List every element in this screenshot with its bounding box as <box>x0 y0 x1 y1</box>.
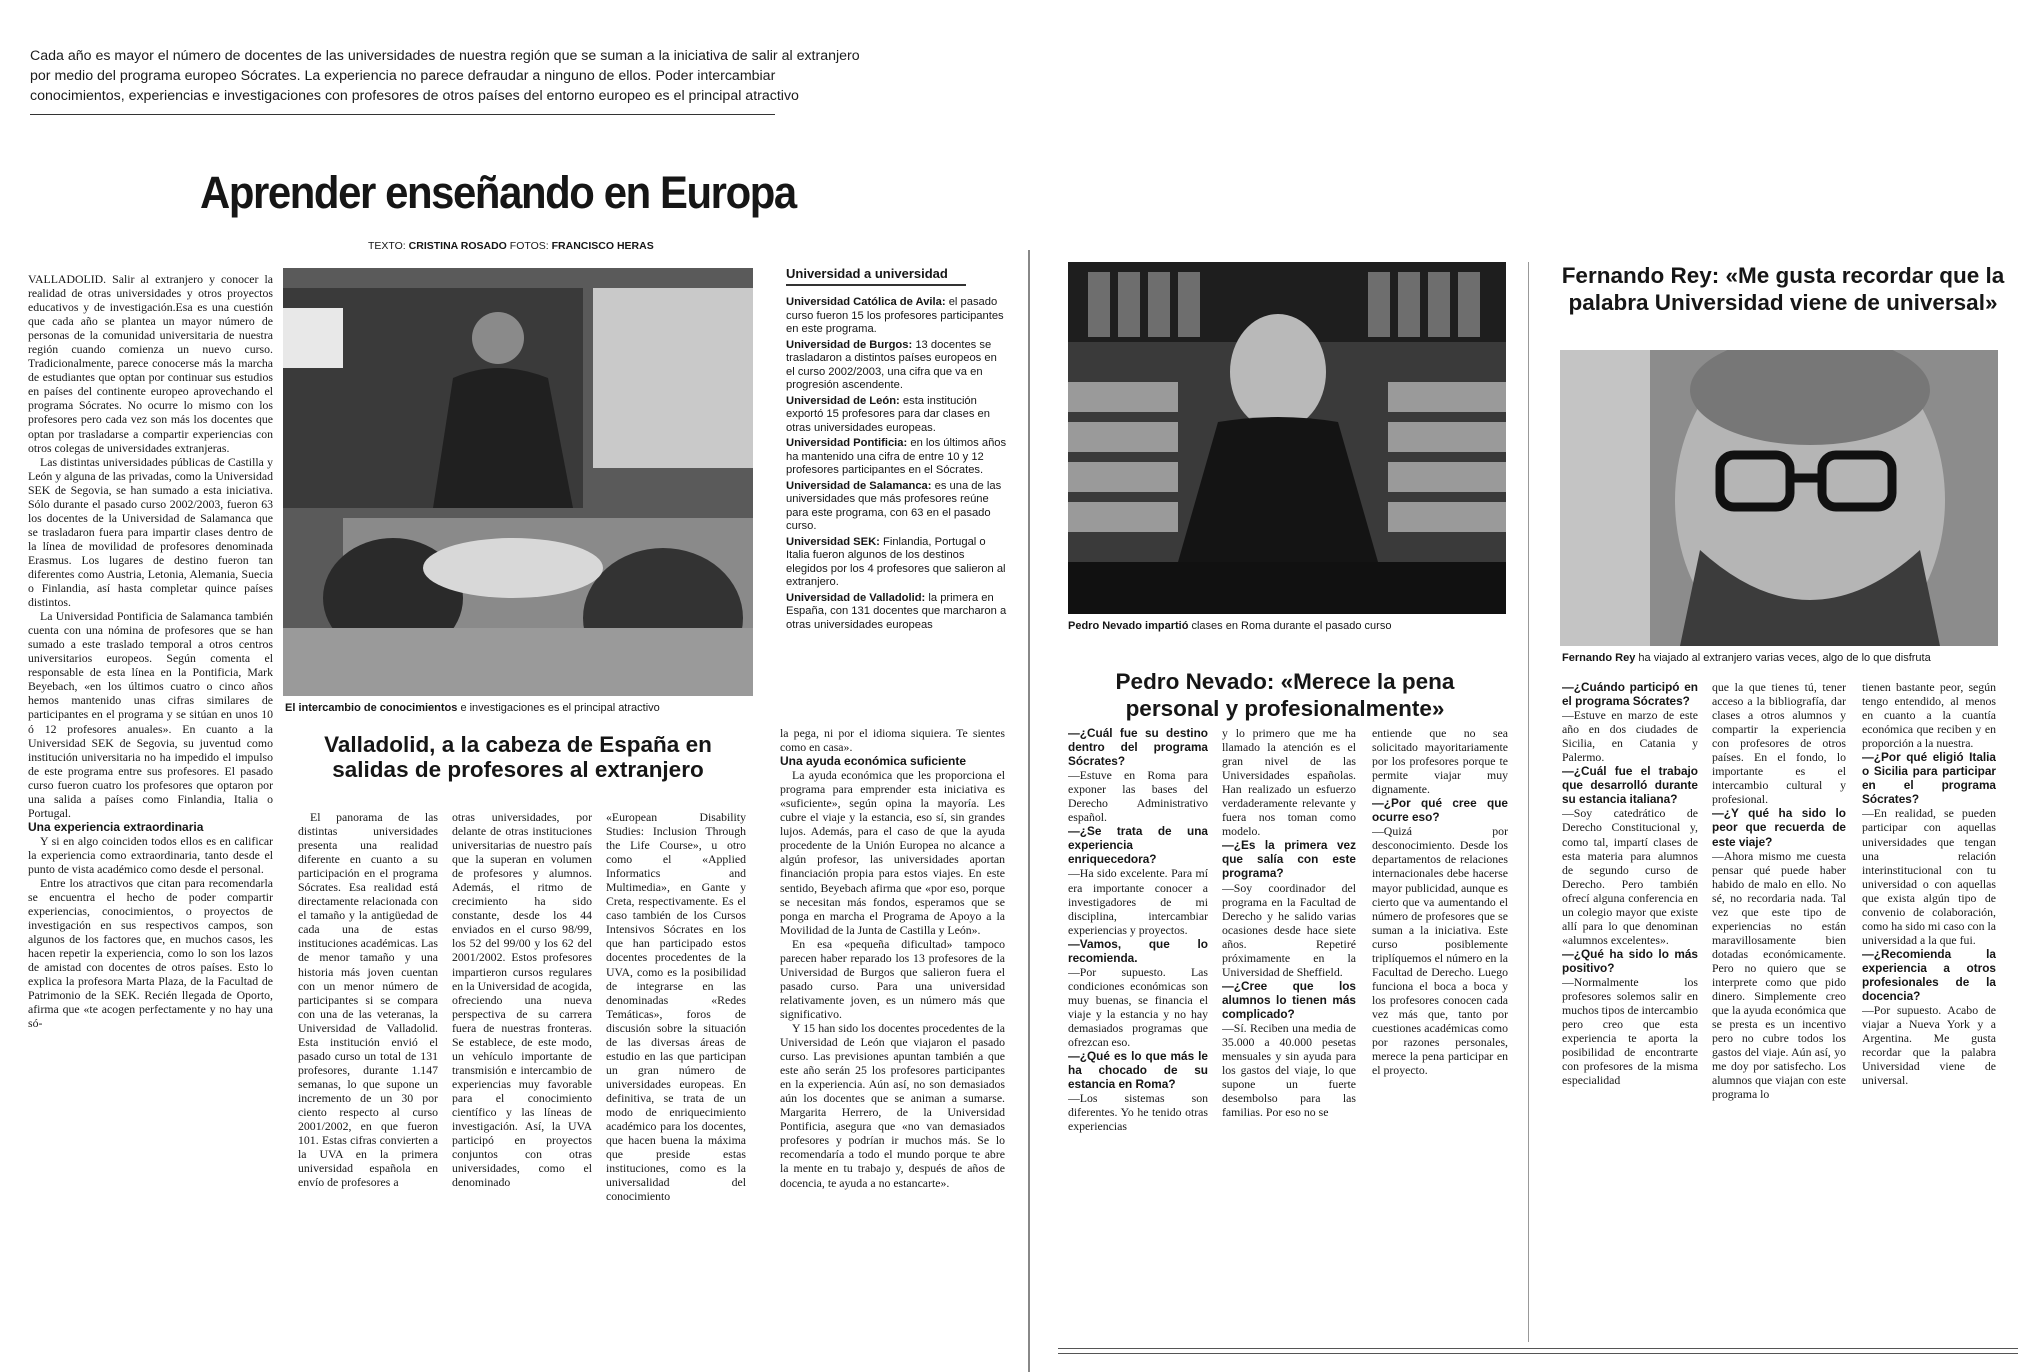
caption-bold: Pedro Nevado impartió <box>1068 620 1189 632</box>
interview-answer: —Estuve en Roma para exponer las bases del Derecho Administrativo español. <box>1068 768 1208 825</box>
sidebar-item-text: Finlandia, Portugal o Italia fueron algunos de los destinos elegidos por los 4 profesores que salieron al extranjero. <box>786 535 1006 588</box>
interview-question: —¿Cuándo participó en el programa Sócrates? <box>1562 680 1698 709</box>
valladolid-paragraph: «European Disability Studies: Inclusion Through the Life Course», u otro como el «Applied Informatics and Multimedia», en Gante y Creta, respectivamente. Es el caso también de los Cursos Intensivos Sócrates en los que han participado estos docentes procedentes de la UVA, como es la posibilidad de integrarse en las denominadas «Redes Temáticas», foros de discusión sobre la situación de las diversas áreas de estudio en las que participan un gran número de universidades europeas. En definitiva, se trata de un modo de enriquecimiento académico para los docentes, que hacen buena la máxima que preside estas instituciones, como es la universalidad del conocimiento <box>606 810 746 1204</box>
sidebar-item-name: Universidad Pontificia: <box>786 437 908 449</box>
byline-text-label: TEXTO: <box>368 240 406 252</box>
interview-answer: —Soy coordinador del programa en la Facultad de Derecho y he salido varias ocasiones desde hace siete años. Repetiré próximamente en la Universidad de Sheffield. <box>1222 880 1356 979</box>
nevado-column-3 <box>1372 726 1508 1348</box>
sidebar-item <box>786 395 1008 436</box>
interview-item <box>1562 947 1698 1087</box>
interview-item <box>1068 1049 1208 1133</box>
sidebar-item-name: Universidad de Salamanca: <box>786 479 932 492</box>
valladolid-paragraph: otras universidades, por delante de otras instituciones universitarias de nuestro país que la superan en volumen de profesores y alumnos. Además, el ritmo de crecimiento ha sido constante, desde los 44 enviados en el curso 98/99, los 52 del 99/00 y los 62 del 2001/2002. Estos profesores impartieron cursos regulares en la Universidad de acogida, ofreciendo una nueva perspectiva de su carrera fuera de nuestras fronteras. Se establece, de este modo, un vehículo importante de transmisión e intercambio de experiencias muy favorable para el conocimiento científico y las líneas de investigación. Así, la UVA participó en proyectos conjuntos con otras universidades, como el denominado <box>452 810 592 1190</box>
interview-item <box>1068 824 1208 936</box>
sidebar-item-name: Universidad Católica de Avila: <box>786 296 946 308</box>
byline-photo-author: FRANCISCO HERAS <box>551 240 654 252</box>
interview-item <box>1712 806 1846 1101</box>
lead-line-3: conocimientos, experiencias e investigaciones con profesores de otros países del entorno europeo es el principal atractivo <box>30 88 799 104</box>
valladolid-paragraph: En esa «pequeña dificultad» tampoco parecen haber reparado los 13 profesores de la Universidad de Burgos que salieron fuera el pasado curso. Para una universidad relativamente joven, es un número más que significativo. <box>780 936 1005 1021</box>
lead-paragraph <box>30 46 860 106</box>
sidebar-item-name: Universidad SEK: <box>786 535 880 548</box>
main-paragraph: VALLADOLID. Salir al extranjero y conocer la realidad de otras universidades y otros proyectos educativos y de investigación.Esa es una cuestión que cada año se plantea un mayor número de personas de la comunidad universitaria de nuestra región cuando comienza un nuevo curso. Tradicionalmente, parece conocerse más la marcha de estudiantes que optan por continuar sus estudios en países del continente europeo aprovechando el programa Sócrates. No ocurre lo mismo con los profesores pero cada vez son más los docentes que optan por trasladarse a compartir experiencias con otros colegas de universidades extranjeras. <box>28 272 273 455</box>
interview-item <box>1562 680 1698 764</box>
interview-question: —¿Qué es lo que más le ha chocado de su estancia en Roma? <box>1068 1049 1208 1092</box>
sidebar-item-text: el pasado curso fueron 15 los profesores participantes en este programa. <box>786 296 1004 335</box>
interview-item <box>1862 680 1996 750</box>
interview-answer: entiende que no sea solicitado mayoritariamente por los profesores porque te permite viajar muy dignamente. <box>1372 726 1508 797</box>
interview-answer: —Ha sido excelente. Para mí era importante conocer a investigadores de mi disciplina, intercambiar experiencias y proyectos. <box>1068 866 1208 937</box>
interview-answer: —Los sistemas son diferentes. Yo he tenido otras experiencias <box>1068 1091 1208 1134</box>
main-subheading: Una experiencia extraordinaria <box>28 819 204 834</box>
interview-question: —¿Por qué cree que ocurre eso? <box>1372 796 1508 825</box>
interview-item <box>1372 796 1508 1077</box>
interview-item <box>1068 937 1208 1049</box>
nevado-illustration <box>1068 262 1506 614</box>
sidebar-item-text: en los últimos años ha mantenido una cifra de entre 10 y 12 profesores participantes en el Sócrates. <box>786 437 1007 476</box>
interview-answer: tienen bastante peor, según tengo entendido, al menos en cuanto a la cuantía económica que reciben y en proporción a la nuestra. <box>1862 680 1996 751</box>
interview-answer: que la que tienes tú, tener acceso a la bibliografía, dar clases a otros alumnos y compartir la experiencia con profesores de otros países. En el fondo, lo importante es el intercambio cultural y profesional. <box>1712 680 1846 807</box>
main-paragraph: La Universidad Pontificia de Salamanca también cuenta con una nómina de profesores que se han sumado a este traslado temporal a otros centros universitarios europeos. Según comenta el responsable de esta línea en la Pontificia, Mark Beyebach, «en los últimos cuatro o cinco años hemos mantenido unas cifras similares de participantes en el programa y se sitúan en unos 10 ó 12 profesores anuales». En cuanto a la Universidad SEK de Segovia, su juventud como institución universitaria no ha impedido el impulso de este programa entre sus profesores. El pasado curso fueron cuatro los profesores que optaron por una salida a países como Finlandia, Italia o Portugal. <box>28 609 273 820</box>
sidebar-item <box>786 536 1008 590</box>
interview-item <box>1712 680 1846 806</box>
interview-question: —¿Recomienda la experiencia a otros profesionales de la docencia? <box>1862 946 1996 1004</box>
interview-item <box>1862 750 1996 947</box>
lead-line-1: Cada año es mayor el número de docentes de las universidades de nuestra región que se suman a la iniciativa de salir al extranjero <box>30 48 860 64</box>
classroom-illustration <box>283 268 753 696</box>
nevado-column-2 <box>1222 726 1356 1348</box>
byline-text-author: CRISTINA ROSADO <box>408 240 507 252</box>
interview-answer: —Quizá por desconocimiento. Desde los departamentos de relaciones internacionales debe hacerse mayor publicidad, aunque es cierto que va aumentando el número de profesores que se suman a la iniciativa. Este curso posiblemente triplíquemos el número en la Facultad de Derecho. Luego funciona el boca a boca y los profesores conocen cada vez más que, tanto por cuestiones académicas como por razones personales, merece la pena participar en el proyecto. <box>1372 824 1508 1078</box>
interview-item <box>1222 979 1356 1119</box>
interview-item <box>1068 726 1208 824</box>
sidebar-item-name: Universidad de Burgos: <box>786 338 913 351</box>
valladolid-paragraph: La ayuda económica que les proporciona el programa para emprender esta iniciativa es «suficiente», según opina la mayoría. Les cubre el viaje y la estancia, eso sí, sin grandes lujos. Además, para el caso de que la ayuda procedente de la Unión Europea no alcance a algún profesor, las universidades aportan financiación propia para estos viajes. En este sentido, Beyebach afirma que «por eso, porque se necesitan más fondos, esperamos que se ponga en marcha el Programa de Apoyo a la Movilidad de la Junta de Castilla y León». <box>780 768 1005 937</box>
byline-photo-label: FOTOS: <box>509 240 549 252</box>
rey-headline: Fernando Rey: «Me gusta recordar que la palabra Universidad viene de universal» <box>1561 263 2005 315</box>
rey-photo-caption <box>1562 652 1931 664</box>
sidebar-list <box>786 296 1008 632</box>
sidebar-item <box>786 296 1008 337</box>
interview-question: —¿Cuál fue el trabajo que desarrolló durante su estancia italiana? <box>1562 764 1698 807</box>
rey-photo <box>1560 350 1998 646</box>
classroom-photo-caption <box>285 702 660 714</box>
interview-answer: y lo primero que me ha llamado la atención es el gran nivel de las Universidades españolas. Han realizado un esfuerzo verdaderamente relevante y fuera nos toman como modelo. <box>1222 726 1356 839</box>
interview-answer: —Por supuesto. Acabo de viajar a Nueva York y a Argentina. Me gusta recordar que la palabra Universidad viene de universal. <box>1862 1003 1996 1088</box>
byline <box>368 240 654 252</box>
rey-column-3 <box>1862 680 1996 1348</box>
sidebar-title: Universidad a universidad <box>786 266 948 281</box>
valladolid-paragraph: El panorama de las distintas universidades presenta una realidad diferente en cuanto a su participación en el programa Sócrates. Esa realidad está directamente relacionada con el tamaño y la antigüedad de cada una de estas instituciones académicas. Las de menor tamaño y una historia más joven cuentan con un menor número de participantes si se compara con una de las veteranas, la Universidad de Valladolid. Esta institución envió el pasado curso un total de 131 profesores, durante 1.147 semanas, lo que supone un incremento de un 30 por ciento respecto al curso 2001/2002, en que fueron 101. Estas cifras convierten a la UVA en la primera universidad española en envío de profesores a <box>298 810 438 1190</box>
nevado-headline: Pedro Nevado: «Merece la pena personal y profesionalmente» <box>1115 669 1455 721</box>
nevado-photo-caption <box>1068 620 1391 632</box>
main-headline: Aprender enseñando en Europa <box>200 167 796 218</box>
valladolid-headline: Valladolid, a la cabeza de España en salidas de profesores al extranjero <box>324 732 712 782</box>
interview-answer: —Ahora mismo me cuesta pensar qué puede haber habido de malo en ello. No sé, no recordaria nada. Tal vez que este tipo de experiencias no están maravillosamente bien dotadas económicamente. Pero no quiero que se interprete como que pido dinero. Simplemente creo que la ayuda económica que se presta es un incentivo pero no cubre todos los gastos del viaje. Aún así, yo me doy por satisfecho. Los alumnos que viajan con este programa lo <box>1712 848 1846 1102</box>
interview-item <box>1372 726 1508 796</box>
sidebar-item-text: esta institución exportó 15 profesores para dar clases en otras universidades europeas. <box>786 394 990 434</box>
interview-question: —¿Cree que los alumnos lo tienen más complicado? <box>1222 978 1356 1021</box>
interview-question: —¿Es la primera vez que salía con este programa? <box>1222 838 1356 881</box>
valladolid-column-2 <box>452 810 592 1350</box>
interview-answer: —Estuve en marzo de este año en dos ciudades de Sicilia, en Catania y Palermo. <box>1562 708 1698 765</box>
rey-column-2 <box>1712 680 1846 1348</box>
valladolid-column-1 <box>298 810 438 1350</box>
caption-bold: Fernando Rey <box>1562 652 1636 664</box>
caption-text: e investigaciones es el principal atractivo <box>460 702 660 714</box>
interview-question: —Vamos, que lo recomienda. <box>1068 936 1208 965</box>
interview-question: —¿Se trata de una experiencia enriquecedora? <box>1068 824 1208 867</box>
interview-item <box>1862 947 1996 1087</box>
lead-underline <box>30 114 775 115</box>
interview-question: —¿Cuál fue su destino dentro del programa Sócrates? <box>1068 726 1208 769</box>
interview-item <box>1562 764 1698 947</box>
valladolid-column-3 <box>606 810 746 1350</box>
interview-item <box>1222 726 1356 838</box>
rey-illustration <box>1560 350 1998 646</box>
valladolid-paragraph: la pega, ni por el idioma siquiera. Te sientes como en casa». <box>780 726 1005 755</box>
bottom-rule <box>1058 1348 2018 1354</box>
main-column-1 <box>28 272 273 1347</box>
caption-bold: El intercambio de conocimientos <box>285 702 458 714</box>
rey-column-1 <box>1562 680 1698 1348</box>
interview-question: —¿Por qué eligió Italia o Sicilia para participar en el programa Sócrates? <box>1862 750 1996 807</box>
sidebar-item-text: es una de las universidades que más profesores reúne para este programa, con 63 en el pasado curso. <box>786 479 1002 532</box>
interview-question: —¿Qué ha sido lo más positivo? <box>1562 946 1698 975</box>
page-fold <box>1028 250 1030 1372</box>
sidebar-item-name: Universidad de Valladolid: <box>786 591 926 604</box>
column-divider <box>1528 262 1529 1342</box>
classroom-photo <box>283 268 753 696</box>
interview-question: —¿Y qué ha sido lo peor que recuerda de este viaje? <box>1712 806 1846 849</box>
sidebar-item-text: la primera en España, con 131 docentes que marcharon a otras universidades europeas <box>786 591 1007 631</box>
interview-answer: —Soy catedrático de Derecho Constitucional y, como tal, impartí clases de esta materia para alumnos de segundo curso de Derecho. Pero también ofrecí alguna conferencia en un colegio mayor que existe allí para lo que denominan «alumnos excelentes». <box>1562 806 1698 947</box>
valladolid-column-4 <box>780 726 1005 1351</box>
valladolid-subheading: Una ayuda económica suficiente <box>780 754 967 769</box>
sidebar-title-rule <box>786 284 966 286</box>
valladolid-paragraph: Y 15 han sido los docentes procedentes de la Universidad de León que viajaron el pasado curso. Las previsiones apuntan también a que este año serán 25 los profesores participantes en la experiencia. Aún así, no son demasiados aún los docentes que se animan a sumarse. Margarita Herrero, de la Universidad Pontificia, asegura que «no van demasiados profesores y podrían ir muchos más. Se lo recomendaría a todo el mundo porque te abre la mente en tu trabajo y, después de años de docencia, te ayuda a no estancarte». <box>780 1020 1005 1190</box>
caption-text: clases en Roma durante el pasado curso <box>1191 620 1392 632</box>
interview-answer: —En realidad, se pueden participar con aquellas universidades que tengan una relación interinstitucional con tu universidad o con aquellas que exista algún tipo de convenio de colaboración, como ha sido mi caso con la universidad a la que fui. <box>1862 806 1996 947</box>
sidebar-item <box>786 437 1008 478</box>
main-paragraph: Las distintas universidades públicas de Castilla y León y alguna de las privadas, como la Universidad SEK de Segovia, se han sumado a esta iniciativa. Sólo durante el pasado curso 2002/2003, fueron 63 los docentes de la Universidad de Salamanca que se trasladaron fuera para impartir clases dentro de la línea de movilidad de profesores denominada Erasmus. Los lugares de destino fueron tan diferentes como Austria, Letonia, Alemania, Suecia o Finlandia, así hasta completar quince países distintos. <box>28 454 273 610</box>
main-paragraph: Y si en algo coinciden todos ellos es en calificar la experiencia como extraordinaria, tanto desde el punto de vista académico como desde el personal. <box>28 833 273 876</box>
nevado-column-1 <box>1068 726 1208 1348</box>
sidebar-item <box>786 592 1008 633</box>
interview-answer: —Sí. Reciben una media de 35.000 a 40.000 pesetas mensuales y sin ayuda para los gastos del viaje, lo que supone un fuerte desembolso para las familias. Por eso no se <box>1222 1020 1356 1120</box>
interview-answer: —Por supuesto. Las condiciones económicas son muy buenas, se financia el viaje y la estancia y no hay demasiados programas que ofrezcan eso. <box>1068 964 1208 1050</box>
main-paragraph: Entre los atractivos que citan para recomendarla se encuentra el hecho de poder compartir experiencias, conocimientos, o proyectos de investigación en sus respectivos campos, son algunos de los factores que, en muchos casos, les hacen repetir la experiencia, como lo son los lazos de amistad con docentes de otros países. Esto lo explica la profesora Marta Plaza, de la Facultad de Patrimonio de la SEK. Recién llegada de Oporto, afirma que «te acogen perfectamente y no hay una só- <box>28 876 273 1031</box>
interview-item <box>1222 838 1356 978</box>
sidebar-item <box>786 339 1008 393</box>
nevado-photo <box>1068 262 1506 614</box>
caption-text: ha viajado al extranjero varias veces, algo de lo que disfruta <box>1638 652 1931 664</box>
sidebar-item-name: Universidad de León: <box>786 394 900 407</box>
interview-answer: —Normalmente los profesores solemos salir en muchos tipos de intercambio pero creo que esta experiencia te aporta la posibilidad de encontrarte con profesores de la misma especialidad <box>1562 974 1698 1088</box>
sidebar-item-text: 13 docentes se trasladaron a distintos países europeos en el curso 2002/2003, una cifra que va en progresión ascendente. <box>786 338 997 391</box>
sidebar-item <box>786 480 1008 534</box>
lead-line-2: por medio del programa europeo Sócrates. La experiencia no parece defraudar a ninguno de ellos. Poder intercambiar <box>30 68 776 84</box>
